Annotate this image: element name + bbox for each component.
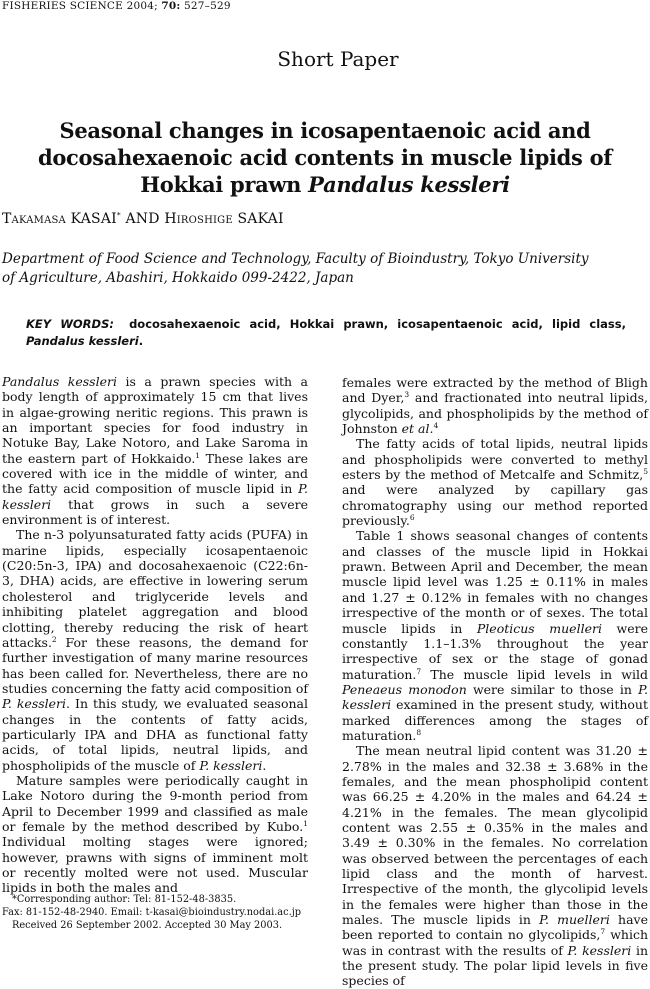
affiliation: Department of Food Science and Technology, Faculty of Bioindustry, Tokyo University of Agriculture, Abashiri, Hokkaido 099-2422, Japan — [2, 251, 589, 286]
paragraph: Table 1 shows seasonal changes of contents and classes of the muscle lipid in Hokkai prawn. Between April and December, the mean muscle lipid level was 1.25 ± 0.11% in males and 1.27 ± 0.12% in females with no changes irrespective of the month or of sexes. The total muscle lipids in Pleoticus muelleri were constantly 1.1–1.3% throughout the year irrespective of sex or the stage of gonad maturation.$^7$ The muscle lipid levels in wild Peneaeus monodon were similar to those in P. kessleri examined in the present study, without marked differences among the stages of maturation.$^8$ — [342, 528, 648, 743]
journal-header — [2, 0, 231, 12]
footnote-line: *Corresponding author: Tel: 81-152-48-3835. — [12, 894, 237, 905]
keywords-label: KEY WORDS: — [26, 317, 114, 331]
paragraph: The fatty acids of total lipids, neutral lipids and phospholipids were converted to methyl esters by the method of Metcalfe and Schmitz,$^5$ and were analyzed by capillary gas chromatography using our method reported previously.$^6$ — [342, 436, 648, 529]
journal-pages: 527–529 — [184, 0, 231, 12]
journal-name: FISHERIES SCIENCE — [2, 0, 124, 12]
paragraph: The n-3 polyunsaturated fatty acids (PUFA) in marine lipids, especially icosapentaenoic (C20:5n-3, IPA) and docosahexaenoic (C22:6n-3, DHA) acids, are effective in lowering serum cholesterol and triglyceride levels and inhibiting platelet aggregation and blood clotting, thereby reducing the risk of heart attacks.$^2$ For these reasons, the demand for further investigation of many marine resources has been called for. Nevertheless, there are no studies concerning the fatty acid composition of P. kessleri. In this study, we evaluated seasonal changes in the contents of fatty acids, particularly IPA and DHA as functional fatty acids, of total lipids, neutral lipids, and phospholipids of the muscle of P. kessleri. — [2, 527, 308, 773]
body-column-left — [2, 374, 308, 896]
paragraph: The mean neutral lipid content was 31.20 ± 2.78% in the males and 32.38 ± 3.68% in the females, and the mean phospholipid content was 66.25 ± 4.20% in the males and 64.24 ± 4.21% in the females. The mean glycolipid content was 2.55 ± 0.35% in the males and 3.49 ± 0.30% in the females. No correlation was observed between the percentages of each lipid class and the month of harvest. Irrespective of the month, the glycolipid levels in the females were higher than those in the males. The muscle lipids in P. muelleri have been reported to contain no glycolipids,$^7$ which was in contrast with the results of P. kessleri in the present study. The polar lipid levels in five species of — [342, 743, 648, 989]
keywords: KEY WORDS: docosahexaenoic acid, Hokkai prawn, icosapentaenoic acid, lipid class, Pandalus kessleri. — [26, 317, 626, 348]
title-line-2: docosahexaenoic acid contents in muscle lipids of — [37, 145, 613, 170]
corresponding-mark: * — [116, 210, 121, 220]
footnote — [2, 893, 322, 932]
journal-year: 2004; — [126, 0, 158, 12]
footnote-line: Fax: 81-152-48-2940. Email: t-kasai@bioindustry.nodai.ac.jp — [2, 907, 302, 918]
paragraph: females were extracted by the method of Bligh and Dyer,$^3$ and fractionated into neutral lipids, glycolipids, and phospholipids by the method of Johnston et al.$^4$ — [342, 375, 648, 437]
journal-volume: 70: — [161, 0, 181, 12]
author-2: Hiroshige SAKAI — [164, 211, 284, 227]
species-name: Pandalus kessleri — [308, 172, 510, 197]
author-1: Takamasa KASAI — [2, 211, 117, 227]
paragraph: Mature samples were periodically caught in Lake Notoro during the 9-month period from April to December 1999 and classified as male or female by the method described by Kubo.$^1$ Individual molting stages were ignored; however, prawns with signs of imminent molt or recently molted were not used. Muscular lipids in both the males and — [2, 772, 308, 896]
title-line-3: Hokkai prawn Pandalus kessleri — [140, 172, 510, 197]
body-column-right — [342, 375, 648, 989]
footnote-line: Received 26 September 2002. Accepted 30 May 2003. — [12, 920, 283, 931]
author-list: Takamasa KASAI* AND Hiroshige SAKAI — [2, 210, 284, 227]
section-label: Short Paper — [277, 47, 399, 71]
paragraph: Pandalus kessleri is a prawn species with a body length of approximately 15 cm that lives in algae-growing neritic regions. This prawn is an important species for food industry in Notuke Bay, Lake Notoro, and Lake Saroma in the eastern part of Hokkaido.$^1$ These lakes are covered with ice in the middle of winter, and the fatty acid composition of muscle lipid in P. kessleri that grows in such a severe environment is of interest. — [2, 374, 308, 528]
title-line-1: Seasonal changes in icosapentaenoic acid and — [59, 118, 591, 143]
paper-title — [20, 117, 630, 198]
